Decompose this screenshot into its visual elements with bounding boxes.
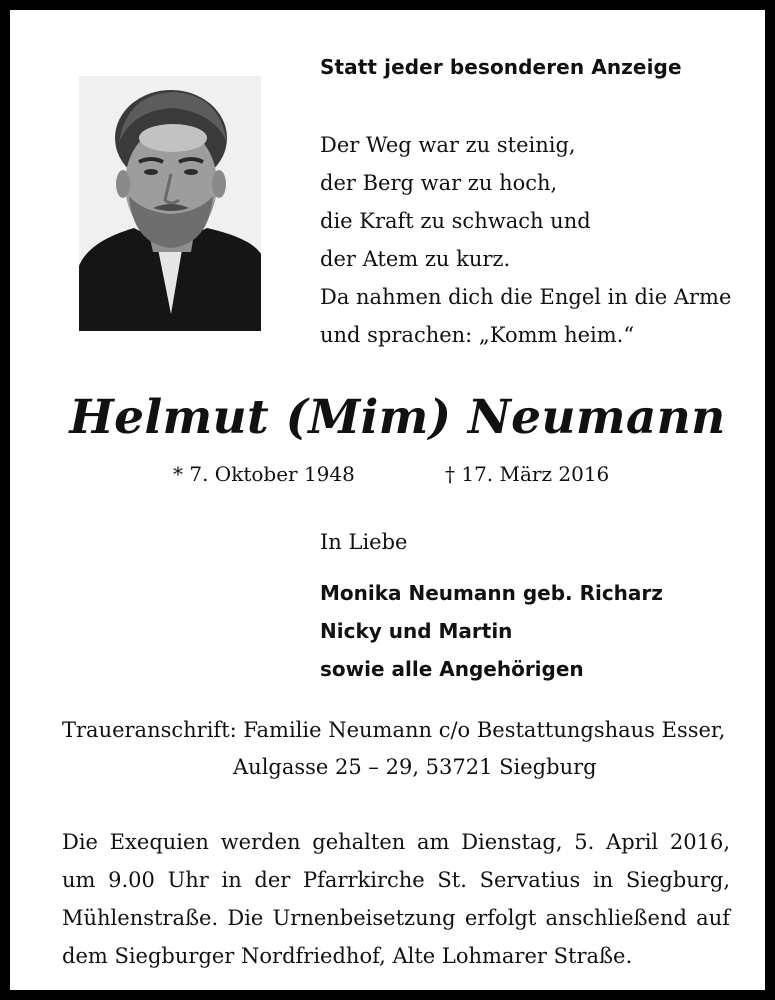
poem-line: der Atem zu kurz.	[320, 247, 511, 271]
service-line: dem Siegburger Nordfriedhof, Alte Lohmarer Straße.	[62, 944, 633, 968]
mourners-list	[320, 574, 663, 688]
portrait-photo	[79, 76, 261, 331]
mourner-line: Monika Neumann geb. Richarz	[320, 581, 663, 605]
mourning-address-line-1: Traueranschrift: Familie Neumann c/o Bestattungshaus Esser,	[62, 718, 726, 742]
poem-line: und sprachen: „Komm heim.“	[320, 323, 635, 347]
deceased-name: Helmut (Mim) Neumann	[69, 390, 726, 445]
closing-text: In Liebe	[320, 530, 408, 554]
poem-line: die Kraft zu schwach und	[320, 209, 591, 233]
service-line: Mühlenstraße. Die Urnenbeisetzung erfolgt anschließend auf	[62, 906, 730, 930]
service-details	[62, 823, 730, 975]
poem-line: Da nahmen dich die Engel in die Arme	[320, 285, 732, 309]
service-line: Die Exequien werden gehalten am Dienstag, 5. April 2016,	[62, 830, 730, 854]
death-date: † 17. März 2016	[445, 462, 610, 486]
mourning-address-line-2: Aulgasse 25 – 29, 53721 Siegburg	[233, 755, 597, 779]
birth-date: * 7. Oktober 1948	[173, 462, 355, 486]
poem-line: Der Weg war zu steinig,	[320, 133, 576, 157]
notice-heading: Statt jeder besonderen Anzeige	[320, 55, 682, 79]
mourner-line: Nicky und Martin	[320, 619, 513, 643]
service-line: um 9.00 Uhr in der Pfarrkirche St. Servatius in Siegburg,	[62, 868, 730, 892]
poem	[320, 126, 731, 354]
poem-line: der Berg war zu hoch,	[320, 171, 558, 195]
mourner-line: sowie alle Angehörigen	[320, 657, 584, 681]
